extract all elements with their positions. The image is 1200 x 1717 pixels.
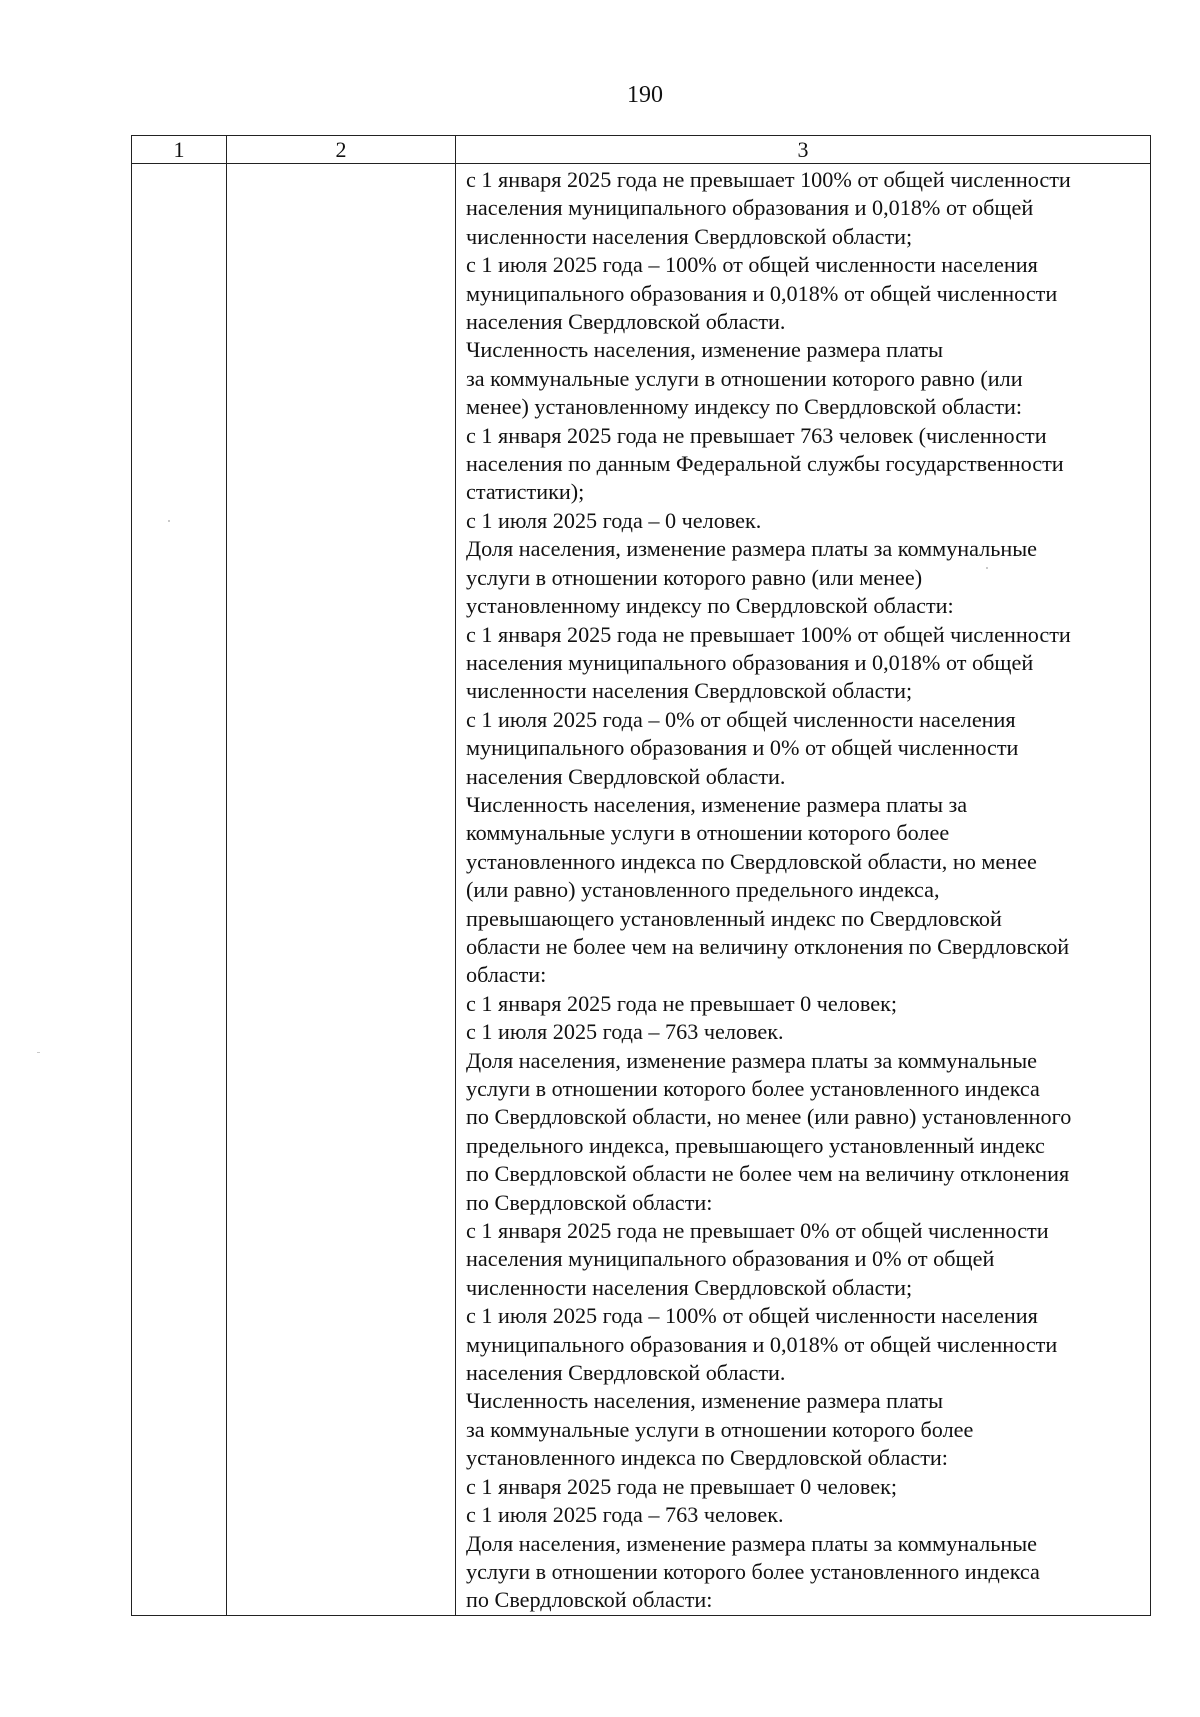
scan-speck [37, 1052, 40, 1053]
text-line: населения Свердловской области. [466, 763, 786, 789]
cell-col-1-text [132, 164, 226, 166]
text-line: с 1 января 2025 года не превышает 0 человек; [466, 990, 898, 1016]
text-line: Доля населения, изменение размера платы за коммунальные [466, 1047, 1038, 1073]
cell-col-2-text [227, 164, 455, 166]
table-row [132, 164, 1151, 1616]
text-line: с 1 июля 2025 года – 763 человек. [466, 1502, 784, 1528]
text-line: населения муниципального образования и 0,018% от общей [466, 195, 1034, 221]
cell-col-3-text [456, 164, 1150, 1615]
text-line: установленного индекса по Свердловской области: [466, 1445, 948, 1471]
text-line: менее) установленному индексу по Свердловской области: [466, 394, 1023, 420]
text-line: за коммунальные услуги в отношении которого равно (или [466, 365, 1023, 391]
text-line: Численность населения, изменение размера платы [466, 337, 943, 363]
text-line: (или равно) установленного предельного индекса, [466, 877, 940, 903]
text-line: услуги в отношении которого равно (или менее) [466, 564, 923, 590]
page-number: 190 [627, 82, 663, 108]
cell-col-3 [456, 164, 1151, 1616]
text-line: численности населения Свердловской области; [466, 678, 913, 704]
scan-speck [168, 520, 170, 522]
text-line: населения Свердловской области. [466, 1360, 786, 1386]
text-line: услуги в отношении которого более установленного индекса [466, 1076, 1040, 1101]
cell-col-1 [132, 164, 227, 1616]
cell-col-2 [227, 164, 456, 1616]
header-col-2: 2 [227, 136, 456, 164]
text-line: за коммунальные услуги в отношении которого более [466, 1416, 974, 1442]
text-line: с 1 июля 2025 года – 0 человек. [466, 507, 762, 533]
text-line: Доля населения, изменение размера платы за коммунальные [466, 1530, 1038, 1556]
text-line: численности населения Свердловской области; [466, 1274, 913, 1300]
text-line: по Свердловской области: [466, 1189, 713, 1215]
text-line: Численность населения, изменение размера платы [466, 1388, 943, 1414]
text-line: по Свердловской области, но менее (или равно) установленного [466, 1104, 1072, 1130]
text-line: населения муниципального образования и 0,018% от общей [466, 649, 1034, 675]
scan-speck [986, 567, 988, 569]
text-line: с 1 июля 2025 года – 100% от общей численности населения [466, 1303, 1038, 1329]
text-line: статистики); [466, 479, 585, 505]
text-line: муниципального образования и 0% от общей численности [466, 735, 1019, 761]
text-line: муниципального образования и 0,018% от общей численности [466, 280, 1058, 306]
header-col-1: 1 [132, 136, 227, 164]
text-line: муниципального образования и 0,018% от общей численности [466, 1331, 1058, 1357]
text-line: с 1 января 2025 года не превышает 0% от общей численности [466, 1218, 1049, 1244]
text-line: по Свердловской области: [466, 1587, 713, 1613]
text-line: коммунальные услуги в отношении которого более [466, 820, 950, 846]
text-line: населения Свердловской области. [466, 309, 786, 335]
text-line: с 1 января 2025 года не превышает 0 человек; [466, 1473, 898, 1499]
text-line: численности населения Свердловской области; [466, 223, 913, 249]
text-line: по Свердловской области не более чем на величину отклонения [466, 1161, 1070, 1187]
text-line: населения по данным Федеральной службы государственности [466, 451, 1064, 477]
text-line: установленного индекса по Свердловской области, но менее [466, 848, 1037, 874]
header-col-3: 3 [456, 136, 1151, 164]
text-line: с 1 июля 2025 года – 763 человек. [466, 1019, 784, 1045]
text-line: превышающего установленный индекс по Свердловской [466, 905, 1002, 931]
text-line: с 1 июля 2025 года – 100% от общей численности населения [466, 252, 1038, 278]
text-line: населения муниципального образования и 0% от общей [466, 1246, 995, 1272]
text-line: Доля населения, изменение размера платы за коммунальные [466, 536, 1038, 562]
text-line: услуги в отношении которого более установленного индекса [466, 1558, 1040, 1584]
document-table [131, 135, 1151, 1616]
text-line: области: [466, 962, 547, 988]
text-line: с 1 июля 2025 года – 0% от общей численности населения [466, 706, 1016, 732]
text-line: области не более чем на величину отклонения по Свердловской [466, 933, 1070, 959]
text-line: с 1 января 2025 года не превышает 100% от общей численности [466, 621, 1071, 647]
text-line: с 1 января 2025 года не превышает 763 человек (численности [466, 422, 1047, 448]
table-header-row [132, 136, 1151, 164]
text-line: предельного индекса, превышающего установленный индекс [466, 1132, 1045, 1158]
text-line: с 1 января 2025 года не превышает 100% от общей численности [466, 167, 1071, 192]
text-line: Численность населения, изменение размера платы за [466, 791, 968, 817]
text-line: установленному индексу по Свердловской области: [466, 593, 954, 619]
